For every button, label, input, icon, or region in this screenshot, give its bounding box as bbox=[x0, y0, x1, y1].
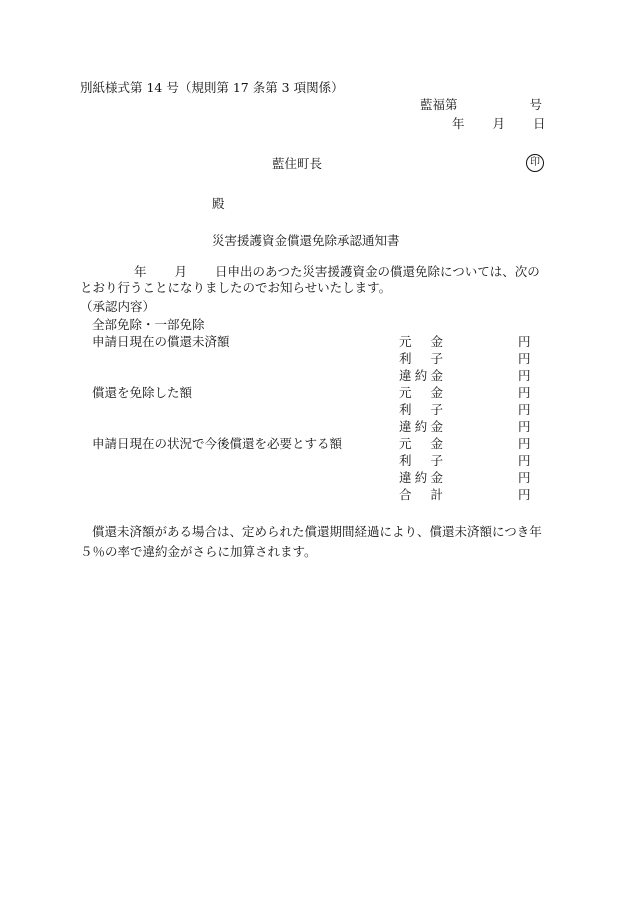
item-interest: 利子 bbox=[399, 351, 443, 366]
document-title: 災害援護資金償還免除承認通知書 bbox=[212, 233, 400, 248]
item-penalty: 違約金 bbox=[399, 419, 443, 434]
document-number-prefix: 藍福第 bbox=[420, 97, 458, 112]
item-penalty: 違約金 bbox=[399, 470, 443, 485]
seal-stamp: 印 bbox=[526, 154, 544, 172]
yen-unit: 円 bbox=[518, 487, 531, 502]
date-day: 日 bbox=[533, 116, 546, 131]
yen-unit: 円 bbox=[518, 453, 531, 468]
item-penalty: 違約金 bbox=[399, 368, 443, 383]
yen-unit: 円 bbox=[518, 351, 531, 366]
addressee-honorific: 殿 bbox=[212, 196, 225, 211]
item-principal: 元金 bbox=[399, 385, 443, 400]
issuer-name: 藍住町長 bbox=[272, 156, 323, 171]
date-year: 年 bbox=[452, 116, 465, 131]
item-principal: 元金 bbox=[399, 334, 443, 349]
item-principal: 元金 bbox=[399, 436, 443, 451]
item-total: 合計 bbox=[399, 487, 443, 502]
yen-unit: 円 bbox=[518, 419, 531, 434]
yen-unit: 円 bbox=[518, 385, 531, 400]
intro-month: 月 bbox=[174, 264, 188, 279]
form-header: 別紙様式第 14 号（規則第 17 条第 3 項関係） bbox=[80, 80, 344, 95]
item-interest: 利子 bbox=[399, 402, 443, 417]
yen-unit: 円 bbox=[518, 402, 531, 417]
section-heading: （承認内容） bbox=[80, 299, 156, 314]
group-label-unpaid: 申請日現在の償還未済額 bbox=[92, 334, 230, 349]
group-label-remaining: 申請日現在の状況で今後償還を必要とする額 bbox=[92, 436, 343, 451]
date-month: 月 bbox=[492, 116, 506, 131]
document-number bbox=[420, 97, 542, 113]
intro-paragraph bbox=[80, 264, 550, 296]
exemption-type: 全部免除・一部免除 bbox=[92, 317, 205, 332]
yen-unit: 円 bbox=[518, 436, 531, 451]
yen-unit: 円 bbox=[518, 334, 531, 349]
intro-text: 日申出のあつた災害援護資金の償還免除については、次のとおり行うことになりましたのでお知らせいたします。 bbox=[80, 264, 540, 295]
yen-unit: 円 bbox=[518, 368, 531, 383]
intro-year: 年 bbox=[134, 264, 147, 279]
document-date bbox=[452, 116, 546, 132]
group-label-exempted: 償還を免除した額 bbox=[92, 385, 193, 400]
yen-unit: 円 bbox=[518, 470, 531, 485]
footer-note: 償還未済額がある場合は、定められた償還期間経過により、償還未済額につき年５％の率で違約金がさらに加算されます。 bbox=[80, 524, 542, 559]
item-interest: 利子 bbox=[399, 453, 443, 468]
document-number-suffix: 号 bbox=[529, 97, 543, 112]
